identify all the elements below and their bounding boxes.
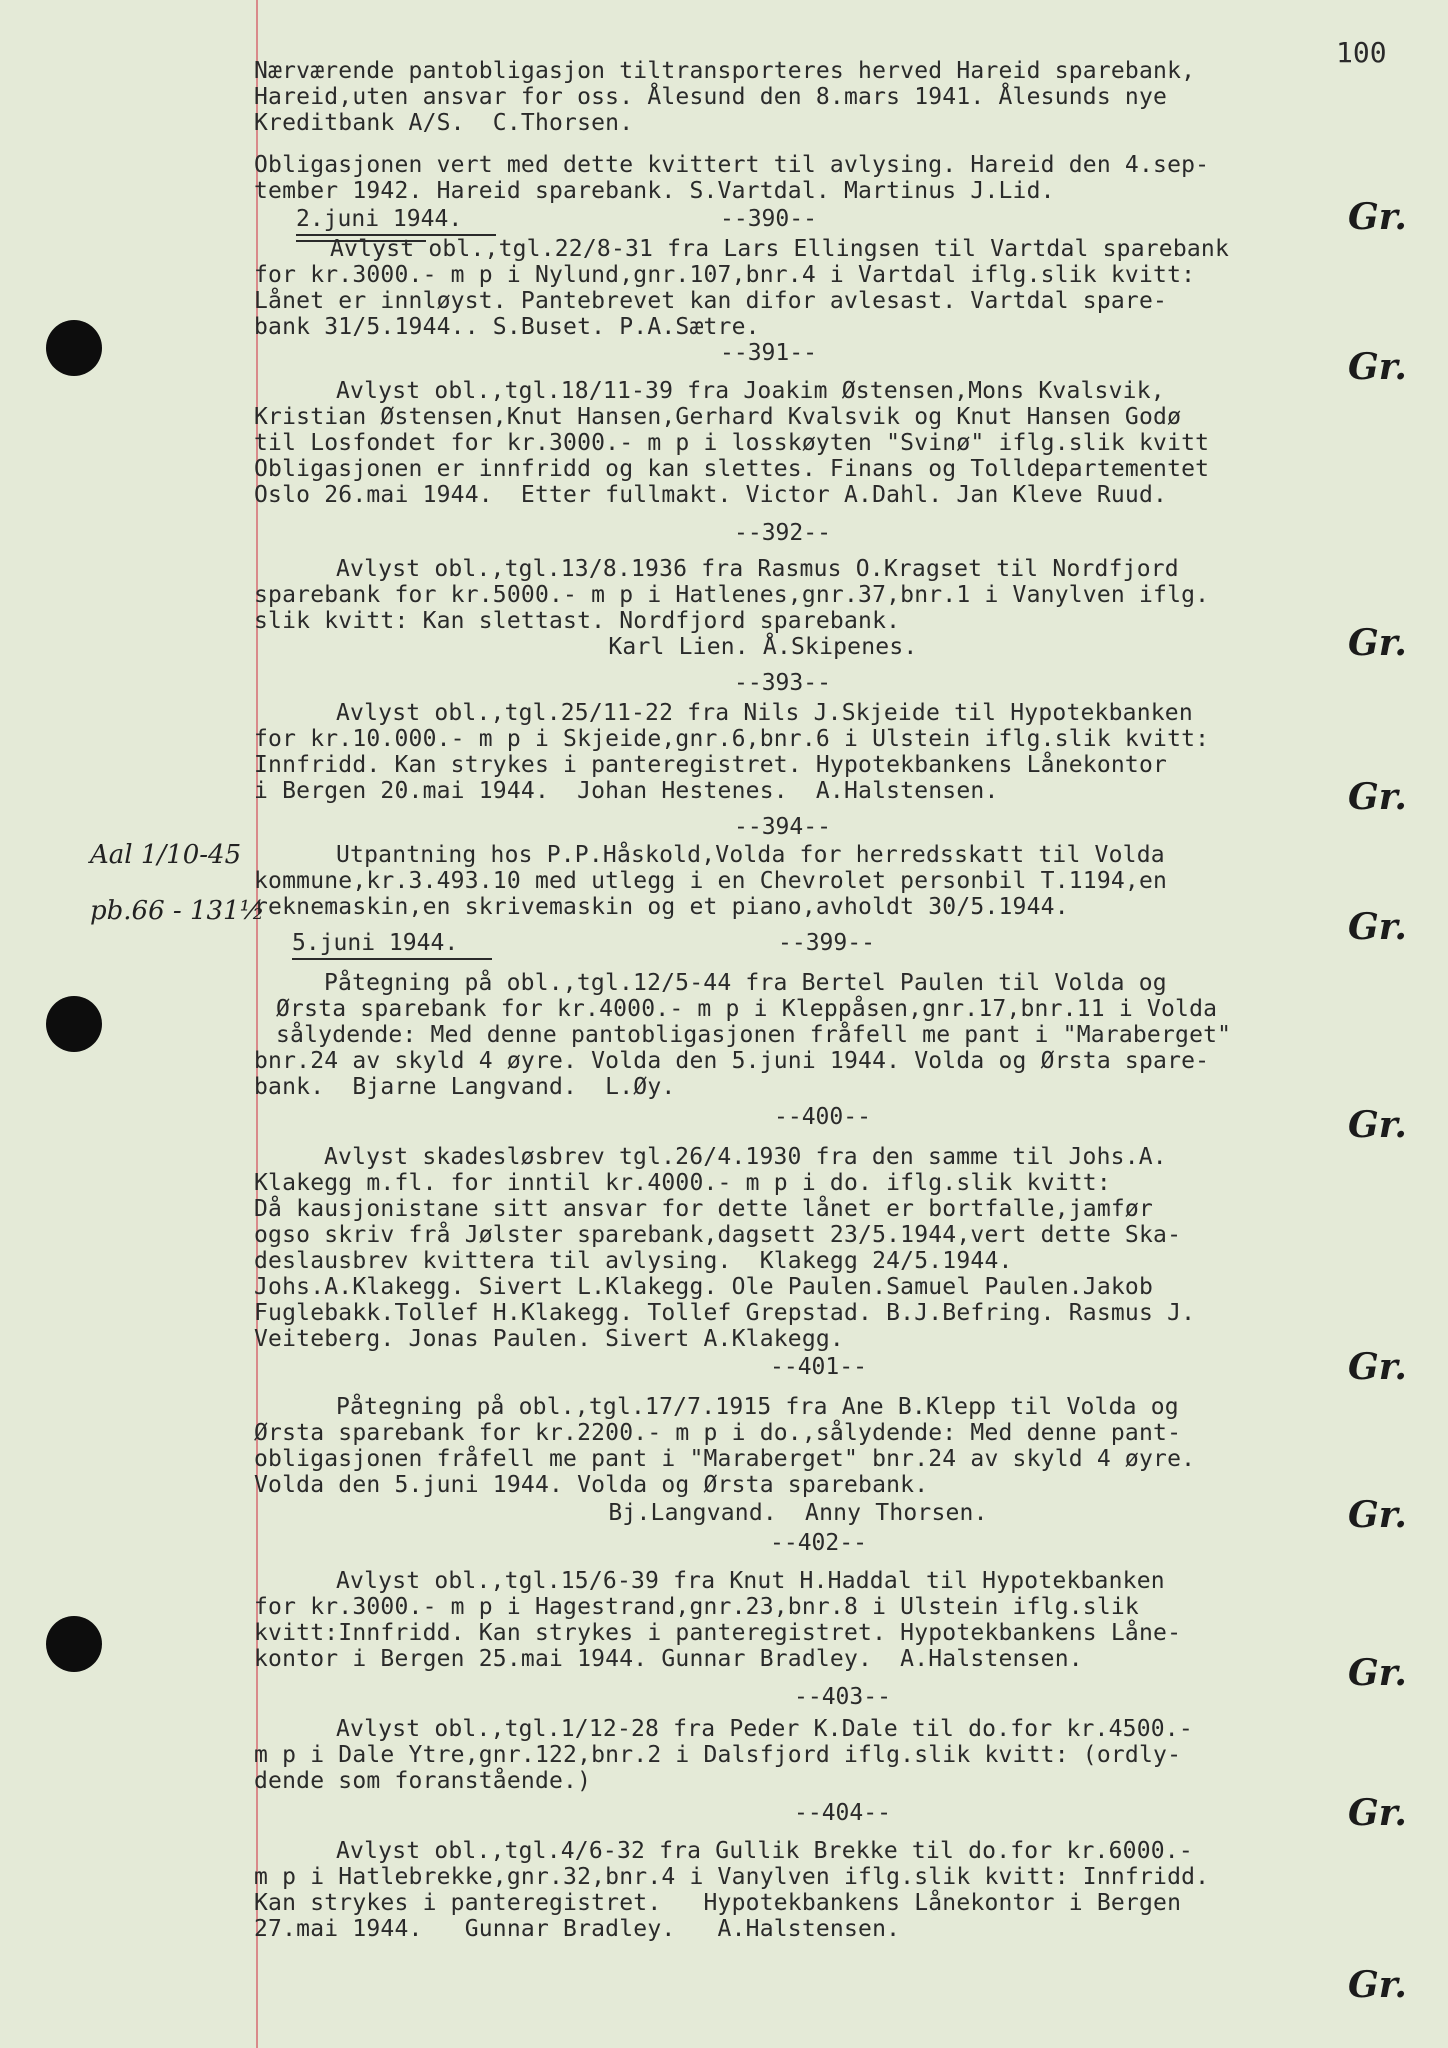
signature-mark: Gr. bbox=[1348, 776, 1407, 818]
text-line: Då kausjonistane sitt ansvar for dette lånet er bortfalle,jamfør bbox=[254, 1196, 1154, 1222]
text-line: bank. Bjarne Langvand. L.Øy. bbox=[254, 1074, 676, 1100]
text-line: 27.mai 1944. Gunnar Bradley. A.Halstensen. bbox=[254, 1916, 901, 1942]
entry-number: --399-- bbox=[778, 930, 875, 956]
text-line: Nærværende pantobligasjon tiltransporteres herved Hareid sparebank, bbox=[254, 58, 1196, 84]
text-line: m p i Hatlebrekke,gnr.32,bnr.4 i Vanylven iflg.slik kvitt: Innfridd. bbox=[254, 1864, 1210, 1890]
text-line: Utpantning hos P.P.Håskold,Volda for herredsskatt til Volda bbox=[336, 842, 1165, 868]
text-line: Klakegg m.fl. for inntil kr.4000.- m p i do. iflg.slik kvitt: bbox=[254, 1170, 1111, 1196]
text-line: dende som foranstående.) bbox=[254, 1768, 592, 1794]
text-line: Bj.Langvand. Anny Thorsen. bbox=[496, 1500, 988, 1526]
text-line: Fuglebakk.Tollef H.Klakegg. Tollef Grepstad. B.J.Befring. Rasmus J. bbox=[254, 1300, 1196, 1326]
entry-number: --400-- bbox=[774, 1104, 871, 1130]
signature-mark: Gr. bbox=[1348, 1792, 1407, 1834]
signature-mark: Gr. bbox=[1348, 1964, 1407, 2006]
text-line: Hareid,uten ansvar for oss. Ålesund den 8.mars 1941. Ålesunds nye bbox=[254, 84, 1168, 110]
entry-number: --403-- bbox=[794, 1684, 891, 1710]
text-line: sålydende: Med denne pantobligasjonen fråfell me pant i "Maraberget" bbox=[276, 1022, 1232, 1048]
signature-mark: Gr. bbox=[1348, 346, 1407, 388]
text-line: kvitt:Innfridd. Kan strykes i panteregistret. Hypotekbankens Låne- bbox=[254, 1620, 1182, 1646]
text-line: Ørsta sparebank for kr.4000.- m p i Kleppåsen,gnr.17,bnr.11 i Volda bbox=[276, 996, 1218, 1022]
text-line: Avlyst obl.,tgl.13/8.1936 fra Rasmus O.Kragset til Nordfjord bbox=[336, 556, 1179, 582]
text-line: Kan strykes i panteregistret. Hypotekbankens Lånekontor i Bergen bbox=[254, 1890, 1182, 1916]
text-line: obligasjonen fråfell me pant i "Maraberget" bnr.24 av skyld 4 øyre. bbox=[254, 1446, 1196, 1472]
text-line: Innfridd. Kan strykes i panteregistret. Hypotekbankens Lånekontor bbox=[254, 752, 1168, 778]
entry-number: --391-- bbox=[720, 340, 817, 366]
signature-mark: Gr. bbox=[1348, 1104, 1407, 1146]
text-line: Lånet er innløyst. Pantebrevet kan difor avlesast. Vartdal spare- bbox=[254, 288, 1168, 314]
entry-number: --392-- bbox=[734, 520, 831, 546]
text-line: Kreditbank A/S. C.Thorsen. bbox=[254, 110, 634, 136]
text-line: m p i Dale Ytre,gnr.122,bnr.2 i Dalsfjord iflg.slik kvitt: (ordly- bbox=[254, 1742, 1182, 1768]
entry-date: 5.juni 1944. bbox=[292, 930, 459, 956]
text-line: sparebank for kr.5000.- m p i Hatlenes,gnr.37,bnr.1 i Vanylven iflg. bbox=[254, 582, 1210, 608]
text-line: Karl Lien. Å.Skipenes. bbox=[496, 634, 918, 660]
text-line: tember 1942. Hareid sparebank. S.Vartdal. Martinus J.Lid. bbox=[254, 178, 1055, 204]
signature-mark: Gr. bbox=[1348, 196, 1407, 238]
text-line: Kristian Østensen,Knut Hansen,Gerhard Kvalsvik og Knut Hansen Godø bbox=[254, 404, 1182, 430]
text-line: Avlyst obl.,tgl.22/8-31 fra Lars Ellingsen til Vartdal sparebank bbox=[330, 236, 1230, 262]
text-line: Oslo 26.mai 1944. Etter fullmakt. Victor A.Dahl. Jan Kleve Ruud. bbox=[254, 482, 1168, 508]
text-line: Ørsta sparebank for kr.2200.- m p i do.,sålydende: Med denne pant- bbox=[254, 1420, 1182, 1446]
signature-mark: Gr. bbox=[1348, 1494, 1407, 1536]
text-line: slik kvitt: Kan slettast. Nordfjord sparebank. bbox=[254, 608, 901, 634]
text-line: Obligasjonen vert med dette kvittert til avlysing. Hareid den 4.sep- bbox=[254, 152, 1210, 178]
text-line: reknemaskin,en skrivemaskin og et piano,avholdt 30/5.1944. bbox=[254, 894, 1069, 920]
margin-note: Aal 1/10-45 bbox=[90, 840, 242, 870]
text-line: bnr.24 av skyld 4 øyre. Volda den 5.juni 1944. Volda og Ørsta spare- bbox=[254, 1048, 1210, 1074]
text-line: deslausbrev kvittera til avlysing. Klakegg 24/5.1944. bbox=[254, 1248, 1013, 1274]
text-line: Avlyst obl.,tgl.25/11-22 fra Nils J.Skjeide til Hypotekbanken bbox=[336, 700, 1193, 726]
text-line: Veiteberg. Jonas Paulen. Sivert A.Klakegg. bbox=[254, 1326, 844, 1352]
margin-note: pb.66 - 131½ bbox=[90, 896, 265, 926]
text-line: Obligasjonen er innfridd og kan slettes. Finans og Tolldepartementet bbox=[254, 456, 1210, 482]
signature-mark: Gr. bbox=[1348, 1652, 1407, 1694]
date-underline bbox=[292, 958, 492, 960]
text-line: kontor i Bergen 25.mai 1944. Gunnar Bradley. A.Halstensen. bbox=[254, 1646, 1083, 1672]
text-line: Påtegning på obl.,tgl.17/7.1915 fra Ane B.Klepp til Volda og bbox=[336, 1394, 1179, 1420]
signature-mark: Gr. bbox=[1348, 906, 1407, 948]
text-line: kommune,kr.3.493.10 med utlegg i en Chevrolet personbil T.1194,en bbox=[254, 868, 1168, 894]
signature-mark: Gr. bbox=[1348, 622, 1407, 664]
text-line: Avlyst obl.,tgl.1/12-28 fra Peder K.Dale til do.for kr.4500.- bbox=[336, 1716, 1193, 1742]
text-line: for kr.10.000.- m p i Skjeide,gnr.6,bnr.6 i Ulstein iflg.slik kvitt: bbox=[254, 726, 1210, 752]
entry-number: --390-- bbox=[720, 206, 817, 232]
text-line: for kr.3000.- m p i Hagestrand,gnr.23,bnr.8 i Ulstein iflg.slik bbox=[254, 1594, 1139, 1620]
text-line: ogso skriv frå Jølster sparebank,dagsett 23/5.1944,vert dette Ska- bbox=[254, 1222, 1182, 1248]
entry-date: 2.juni 1944. bbox=[296, 206, 463, 232]
text-line: Avlyst obl.,tgl.15/6-39 fra Knut H.Haddal til Hypotekbanken bbox=[336, 1568, 1165, 1594]
text-line: Johs.A.Klakegg. Sivert L.Klakegg. Ole Paulen.Samuel Paulen.Jakob bbox=[254, 1274, 1154, 1300]
text-line: Påtegning på obl.,tgl.12/5-44 fra Bertel Paulen til Volda og bbox=[324, 970, 1167, 996]
entry-number: --404-- bbox=[794, 1800, 891, 1826]
text-line: Avlyst obl.,tgl.18/11-39 fra Joakim Østensen,Mons Kvalsvik, bbox=[336, 378, 1165, 404]
entry-number: --402-- bbox=[770, 1530, 867, 1556]
page-number: 100 bbox=[1336, 36, 1387, 69]
text-line: bank 31/5.1944.. S.Buset. P.A.Sætre. bbox=[254, 314, 760, 340]
text-line: for kr.3000.- m p i Nylund,gnr.107,bnr.4 i Vartdal iflg.slik kvitt: bbox=[254, 262, 1196, 288]
text-line: Avlyst skadesløsbrev tgl.26/4.1930 fra den samme til Johs.A. bbox=[324, 1144, 1167, 1170]
entry-number: --394-- bbox=[734, 814, 831, 840]
punch-hole bbox=[46, 996, 102, 1052]
punch-hole bbox=[46, 320, 102, 376]
text-line: til Losfondet for kr.3000.- m p i losskøyten "Svinø" iflg.slik kvitt bbox=[254, 430, 1210, 456]
signature-mark: Gr. bbox=[1348, 1346, 1407, 1388]
entry-number: --393-- bbox=[734, 670, 831, 696]
text-line: Volda den 5.juni 1944. Volda og Ørsta sparebank. bbox=[254, 1472, 929, 1498]
text-line: i Bergen 20.mai 1944. Johan Hestenes. A.Halstensen. bbox=[254, 778, 999, 804]
entry-number: --401-- bbox=[770, 1354, 867, 1380]
punch-hole bbox=[46, 1616, 102, 1672]
text-line: Avlyst obl.,tgl.4/6-32 fra Gullik Brekke til do.for kr.6000.- bbox=[336, 1838, 1193, 1864]
